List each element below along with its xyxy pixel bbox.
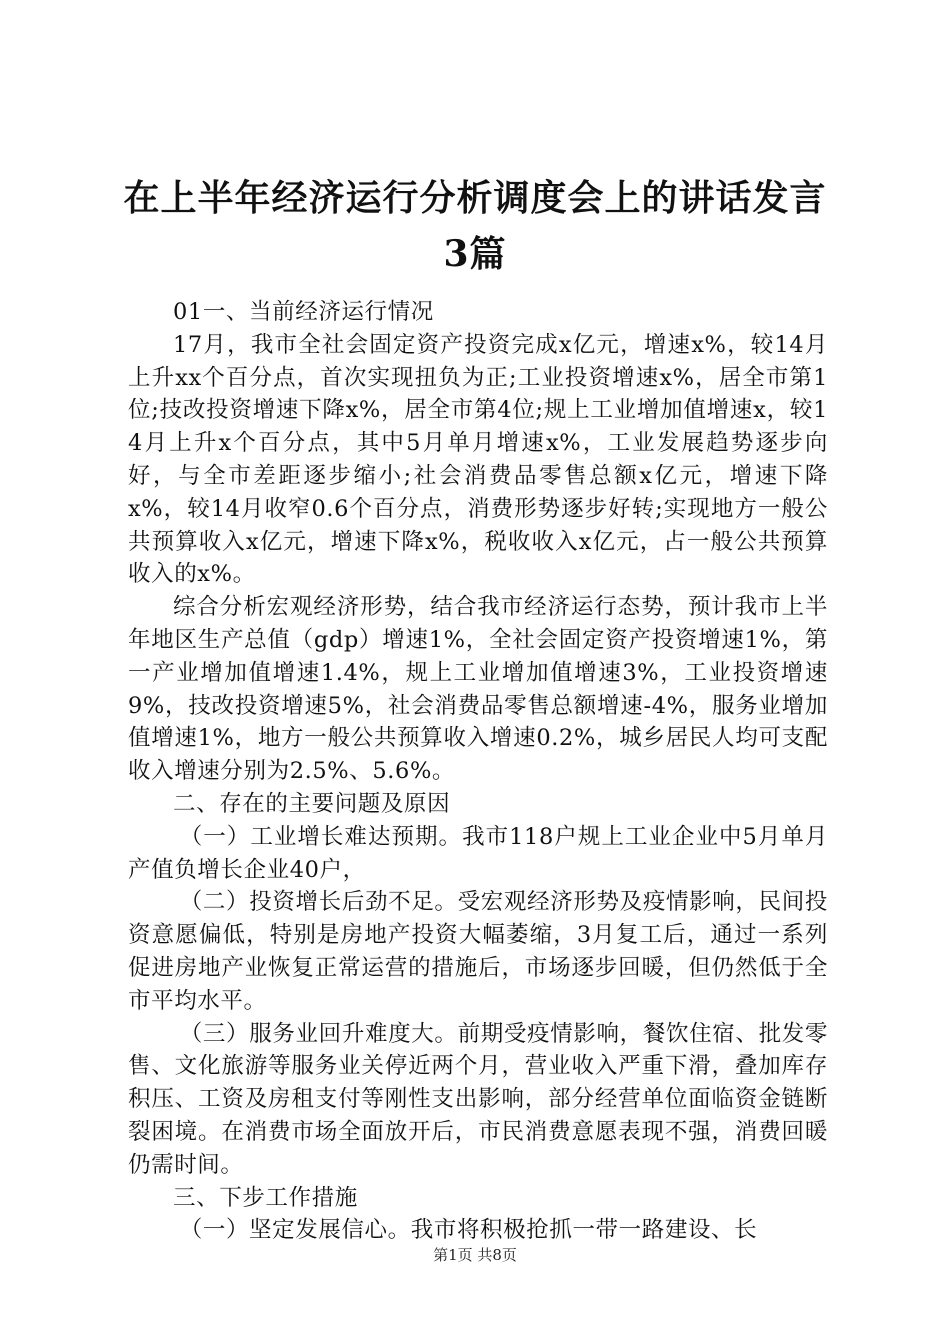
page-number-footer: 第1页 共8页 (433, 1246, 517, 1264)
paragraph-industry-issue: （一）工业增长难达预期。我市118户规上工业企业中5月单月产值负增长企业40户， (128, 823, 828, 883)
paragraph-investment-issue: （二）投资增长后劲不足。受宏观经济形势及疫情影响，民间投资意愿偏低，特别是房地产投资大幅萎缩，3月复工后，通过一系列促进房地产业恢复正常运营的措施后，市场逐步回暖，但仍然低于全市平均水平。 (128, 889, 828, 1014)
paragraph-economic-overview: 17月，我市全社会固定资产投资完成x亿元，增速x%，较14月上升xx个百分点，首次实现扭负为正;工业投资增速x%，居全市第1位;技改投资增速下降x%，居全市第4位;规上工业增加值增速x，较14月上升x个百分点，其中5月单月增速x%，工业发展趋势逐步向好，与全市差距逐步缩小;社会消费品零售总额x亿元，增速下降x%，较14月收窄0.6个百分点，消费形势逐步好转;实现地方一般公共预算收入x亿元，增速下降x%，税收收入x亿元，占一般公共预算收入的x%。 (128, 331, 828, 588)
document-title: 在上半年经济运行分析调度会上的讲话发言3篇 (123, 177, 827, 275)
section-heading-1: 01一、当前经济运行情况 (173, 299, 434, 325)
document-body (128, 296, 828, 1247)
paragraph-service-issue: （三）服务业回升难度大。前期受疫情影响，餐饮住宿、批发零售、文化旅游等服务业关停近两个月，营业收入严重下滑，叠加库存积压、工资及房租支付等刚性支出影响，部分经营单位面临资金链断裂困境。在消费市场全面放开后，市民消费意愿表现不强，消费回暖仍需时间。 (128, 1020, 828, 1178)
paragraph-measures: （一）坚定发展信心。我市将积极抢抓一带一路建设、长 (179, 1217, 758, 1244)
section-heading-3: 三、下步工作措施 (173, 1184, 358, 1211)
paragraph-forecast: 综合分析宏观经济形势，结合我市经济运行态势，预计我市上半年地区生产总值（gdp）增速1%，全社会固定资产投资增速1%，第一产业增加值增速1.4%，规上工业增加值增速3%，工业投资增速9%，技改投资增速5%，社会消费品零售总额增速-4%，服务业增加值增速1%，地方一般公共预算收入增速0.2%，城乡居民人均可支配收入增速分别为2.5%、5.6%。 (128, 594, 828, 785)
section-heading-2: 二、存在的主要问题及原因 (173, 790, 451, 817)
